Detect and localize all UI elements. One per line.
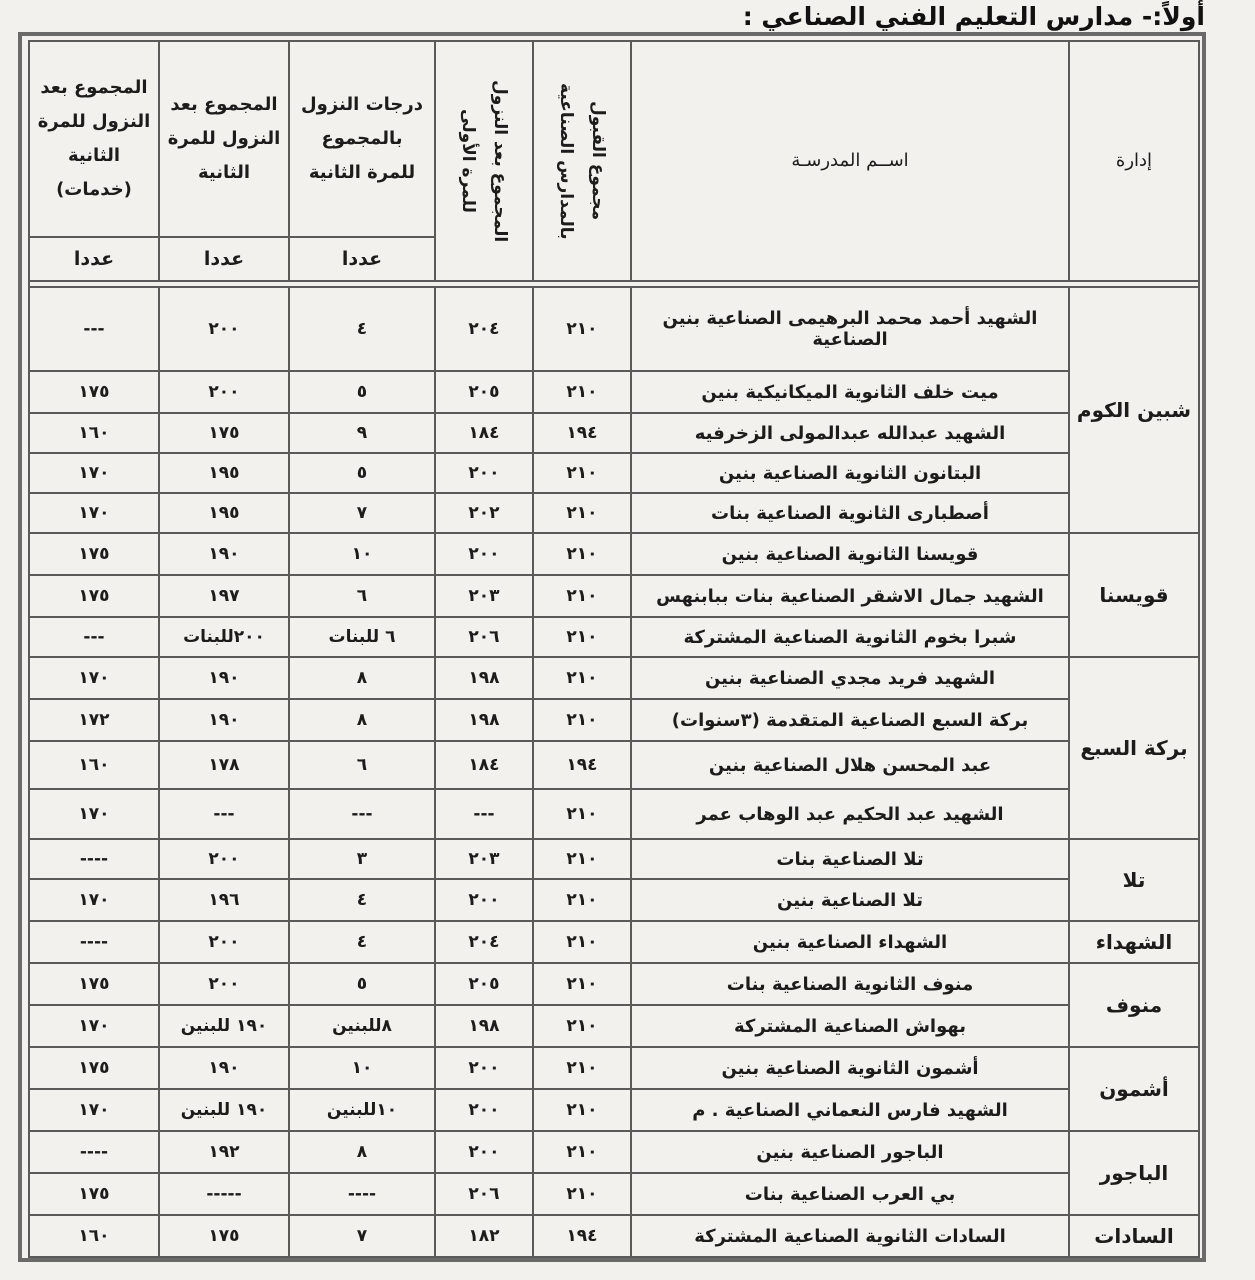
header-admin: إدارة xyxy=(1069,41,1199,281)
school-name-cell: الشهيد جمال الاشقر الصناعية بنات ببابنهس xyxy=(631,575,1069,617)
services-cell: ١٧٠ xyxy=(29,789,159,839)
second-cell: ١٩٠ xyxy=(159,533,289,575)
acceptance-cell: ٢١٠ xyxy=(533,839,631,879)
services-cell: ١٧٠ xyxy=(29,1089,159,1131)
school-name-cell: الباجور الصناعية بنين xyxy=(631,1131,1069,1173)
degrees-cell: ٨ xyxy=(289,699,435,741)
second-cell: ١٧٥ xyxy=(159,413,289,453)
degrees-cell: ٤ xyxy=(289,287,435,371)
degrees-cell: ٨للبنين xyxy=(289,1005,435,1047)
unit-services: عددا xyxy=(29,237,159,281)
first-cell: ٢٠٠ xyxy=(435,1047,533,1089)
header-acceptance-line1: مجموع القبول xyxy=(588,101,608,221)
second-cell: ١٩٥ xyxy=(159,453,289,493)
second-cell: ١٩٥ xyxy=(159,493,289,533)
school-name-cell: بي العرب الصناعية بنات xyxy=(631,1173,1069,1215)
table-row xyxy=(29,575,1199,617)
school-name-cell: منوف الثانوية الصناعية بنات xyxy=(631,963,1069,1005)
school-name-cell: بهواش الصناعية المشتركة xyxy=(631,1005,1069,1047)
table-row xyxy=(29,1131,1199,1173)
school-name-cell: قويسنا الثانوية الصناعية بنين xyxy=(631,533,1069,575)
school-name-cell: أصطبارى الثانوية الصناعية بنات xyxy=(631,493,1069,533)
degrees-cell: ٩ xyxy=(289,413,435,453)
acceptance-cell: ٢١٠ xyxy=(533,371,631,413)
school-name-cell: الشهيد عبدالله عبدالمولى الزخرفيه xyxy=(631,413,1069,453)
acceptance-cell: ٢١٠ xyxy=(533,453,631,493)
services-cell: ١٧٠ xyxy=(29,657,159,699)
services-cell: ١٧٥ xyxy=(29,963,159,1005)
table-row xyxy=(29,617,1199,657)
services-cell: ١٦٠ xyxy=(29,741,159,789)
header-acceptance xyxy=(533,41,631,281)
first-cell: ٢٠٥ xyxy=(435,371,533,413)
table-row xyxy=(29,1215,1199,1257)
header-services: المجموع بعد النزول للمرة الثانية (خدمات) xyxy=(29,41,159,237)
degrees-cell: ٦ xyxy=(289,575,435,617)
school-name-cell: البتانون الثانوية الصناعية بنين xyxy=(631,453,1069,493)
second-cell: ١٩٦ xyxy=(159,879,289,921)
first-cell: ٢٠٢ xyxy=(435,493,533,533)
second-cell: ----- xyxy=(159,1173,289,1215)
degrees-cell: ٣ xyxy=(289,839,435,879)
second-cell: ٢٠٠ xyxy=(159,921,289,963)
table-row xyxy=(29,879,1199,921)
acceptance-cell: ١٩٤ xyxy=(533,413,631,453)
degrees-cell: ١٠ xyxy=(289,1047,435,1089)
second-cell: ١٩٢ xyxy=(159,1131,289,1173)
acceptance-cell: ٢١٠ xyxy=(533,699,631,741)
school-name-cell: شبرا بخوم الثانوية الصناعية المشتركة xyxy=(631,617,1069,657)
table-row xyxy=(29,789,1199,839)
degrees-cell: ٧ xyxy=(289,493,435,533)
second-cell: ١٩٠ للبنين xyxy=(159,1089,289,1131)
services-cell: ١٦٠ xyxy=(29,1215,159,1257)
first-cell: ١٨٤ xyxy=(435,741,533,789)
services-cell: ١٧٥ xyxy=(29,533,159,575)
school-name-cell: عبد المحسن هلال الصناعية بنين xyxy=(631,741,1069,789)
second-cell: ٢٠٠ xyxy=(159,963,289,1005)
acceptance-cell: ٢١٠ xyxy=(533,617,631,657)
heading-lead: أولاً:- xyxy=(1141,2,1205,31)
table-row xyxy=(29,371,1199,413)
degrees-cell: ٥ xyxy=(289,371,435,413)
table-row xyxy=(29,921,1199,963)
heading-text: مدارس التعليم الفني الصناعي : xyxy=(742,2,1134,31)
school-name-cell: أشمون الثانوية الصناعية بنين xyxy=(631,1047,1069,1089)
unit-degrees: عددا xyxy=(289,237,435,281)
acceptance-cell: ٢١٠ xyxy=(533,1089,631,1131)
acceptance-cell: ٢١٠ xyxy=(533,963,631,1005)
first-cell: ١٩٨ xyxy=(435,1005,533,1047)
table-row xyxy=(29,657,1199,699)
services-cell: ---- xyxy=(29,921,159,963)
schools-table xyxy=(28,40,1200,1258)
table-row xyxy=(29,839,1199,879)
acceptance-cell: ٢١٠ xyxy=(533,921,631,963)
first-cell: ٢٠٠ xyxy=(435,879,533,921)
acceptance-cell: ٢١٠ xyxy=(533,493,631,533)
acceptance-cell: ٢١٠ xyxy=(533,575,631,617)
table-row xyxy=(29,699,1199,741)
second-cell: ٢٠٠ xyxy=(159,371,289,413)
page-heading xyxy=(743,2,1205,31)
services-cell: ١٧٥ xyxy=(29,371,159,413)
services-cell: ١٧٠ xyxy=(29,453,159,493)
first-cell: --- xyxy=(435,789,533,839)
first-cell: ٢٠٠ xyxy=(435,453,533,493)
admin-cell: السادات xyxy=(1069,1215,1199,1257)
first-cell: ١٩٨ xyxy=(435,699,533,741)
first-cell: ٢٠٤ xyxy=(435,921,533,963)
first-cell: ٢٠٦ xyxy=(435,617,533,657)
second-cell: --- xyxy=(159,789,289,839)
second-cell: ٢٠٠ xyxy=(159,839,289,879)
header-school: اســم المدرسـة xyxy=(631,41,1069,281)
table-row xyxy=(29,1089,1199,1131)
services-cell: ١٦٠ xyxy=(29,413,159,453)
degrees-cell: --- xyxy=(289,789,435,839)
degrees-cell: ---- xyxy=(289,1173,435,1215)
school-name-cell: الشهيد فريد مجدي الصناعية بنين xyxy=(631,657,1069,699)
second-cell: ١٧٥ xyxy=(159,1215,289,1257)
table-row xyxy=(29,533,1199,575)
degrees-cell: ٦ للبنات xyxy=(289,617,435,657)
services-cell: ١٧٠ xyxy=(29,879,159,921)
table-header xyxy=(29,41,1199,287)
admin-cell: قويسنا xyxy=(1069,533,1199,657)
school-name-cell: السادات الثانوية الصناعية المشتركة xyxy=(631,1215,1069,1257)
school-name-cell: الشهيد عبد الحكيم عبد الوهاب عمر xyxy=(631,789,1069,839)
second-cell: ١٩٠ xyxy=(159,1047,289,1089)
school-name-cell: تلا الصناعية بنين xyxy=(631,879,1069,921)
table-body xyxy=(29,287,1199,1257)
table-row xyxy=(29,413,1199,453)
acceptance-cell: ٢١٠ xyxy=(533,1173,631,1215)
table-row xyxy=(29,1047,1199,1089)
second-cell: ١٩٧ xyxy=(159,575,289,617)
services-cell: --- xyxy=(29,617,159,657)
first-cell: ٢٠٣ xyxy=(435,575,533,617)
admin-cell: تلا xyxy=(1069,839,1199,921)
degrees-cell: ٥ xyxy=(289,963,435,1005)
services-cell: --- xyxy=(29,287,159,371)
degrees-cell: ٨ xyxy=(289,657,435,699)
acceptance-cell: ٢١٠ xyxy=(533,1005,631,1047)
second-cell: ٢٠٠ xyxy=(159,287,289,371)
acceptance-cell: ٢١٠ xyxy=(533,533,631,575)
admin-cell: شبين الكوم xyxy=(1069,287,1199,533)
services-cell: ١٧٥ xyxy=(29,1047,159,1089)
second-cell: ٢٠٠للبنات xyxy=(159,617,289,657)
school-name-cell: بركة السبع الصناعية المتقدمة (٣سنوات) xyxy=(631,699,1069,741)
degrees-cell: ٥ xyxy=(289,453,435,493)
header-first xyxy=(435,41,533,281)
table-row xyxy=(29,453,1199,493)
table-row xyxy=(29,493,1199,533)
table-row xyxy=(29,1005,1199,1047)
first-cell: ٢٠٠ xyxy=(435,1089,533,1131)
second-cell: ١٩٠ xyxy=(159,657,289,699)
acceptance-cell: ٢١٠ xyxy=(533,879,631,921)
admin-cell: منوف xyxy=(1069,963,1199,1047)
first-cell: ٢٠٣ xyxy=(435,839,533,879)
degrees-cell: ٦ xyxy=(289,741,435,789)
admin-cell: الباجور xyxy=(1069,1131,1199,1215)
acceptance-cell: ١٩٤ xyxy=(533,741,631,789)
second-cell: ١٧٨ xyxy=(159,741,289,789)
services-cell: ١٧٠ xyxy=(29,493,159,533)
services-cell: ١٧٥ xyxy=(29,1173,159,1215)
degrees-cell: ١٠ xyxy=(289,533,435,575)
school-name-cell: ميت خلف الثانوية الميكانيكية بنين xyxy=(631,371,1069,413)
first-cell: ٢٠٥ xyxy=(435,963,533,1005)
table-row xyxy=(29,1173,1199,1215)
services-cell: ١٧٢ xyxy=(29,699,159,741)
services-cell: ١٧٥ xyxy=(29,575,159,617)
first-cell: ١٩٨ xyxy=(435,657,533,699)
school-name-cell: الشهداء الصناعية بنين xyxy=(631,921,1069,963)
degrees-cell: ١٠للبنين xyxy=(289,1089,435,1131)
header-degrees: درجات النزول بالمجموع للمرة الثانية xyxy=(289,41,435,237)
table-row xyxy=(29,963,1199,1005)
acceptance-cell: ٢١٠ xyxy=(533,657,631,699)
header-first-line2: للمرة الأولى xyxy=(458,109,478,213)
degrees-cell: ٧ xyxy=(289,1215,435,1257)
table-row xyxy=(29,741,1199,789)
school-name-cell: تلا الصناعية بنات xyxy=(631,839,1069,879)
table-row xyxy=(29,287,1199,371)
degrees-cell: ٤ xyxy=(289,879,435,921)
acceptance-cell: ٢١٠ xyxy=(533,1131,631,1173)
admin-cell: أشمون xyxy=(1069,1047,1199,1131)
services-cell: ---- xyxy=(29,1131,159,1173)
header-first-line1: المجموع بعد النزول xyxy=(490,79,510,243)
unit-second: عددا xyxy=(159,237,289,281)
degrees-cell: ٤ xyxy=(289,921,435,963)
school-name-cell: الشهيد فارس النعماني الصناعية . م xyxy=(631,1089,1069,1131)
admin-cell: الشهداء xyxy=(1069,921,1199,963)
admin-cell: بركة السبع xyxy=(1069,657,1199,839)
acceptance-cell: ٢١٠ xyxy=(533,789,631,839)
degrees-cell: ٨ xyxy=(289,1131,435,1173)
header-acceptance-line2: بالمدارس الصناعية xyxy=(556,82,576,240)
acceptance-cell: ١٩٤ xyxy=(533,1215,631,1257)
school-name-cell: الشهيد أحمد محمد البرهيمى الصناعية بنين الصناعية xyxy=(631,287,1069,371)
second-cell: ١٩٠ للبنين xyxy=(159,1005,289,1047)
acceptance-cell: ٢١٠ xyxy=(533,287,631,371)
first-cell: ٢٠٦ xyxy=(435,1173,533,1215)
first-cell: ١٨٢ xyxy=(435,1215,533,1257)
services-cell: ---- xyxy=(29,839,159,879)
first-cell: ٢٠٤ xyxy=(435,287,533,371)
services-cell: ١٧٠ xyxy=(29,1005,159,1047)
first-cell: ٢٠٠ xyxy=(435,533,533,575)
second-cell: ١٩٠ xyxy=(159,699,289,741)
acceptance-cell: ٢١٠ xyxy=(533,1047,631,1089)
header-second: المجموع بعد النزول للمرة الثانية xyxy=(159,41,289,237)
first-cell: ٢٠٠ xyxy=(435,1131,533,1173)
first-cell: ١٨٤ xyxy=(435,413,533,453)
